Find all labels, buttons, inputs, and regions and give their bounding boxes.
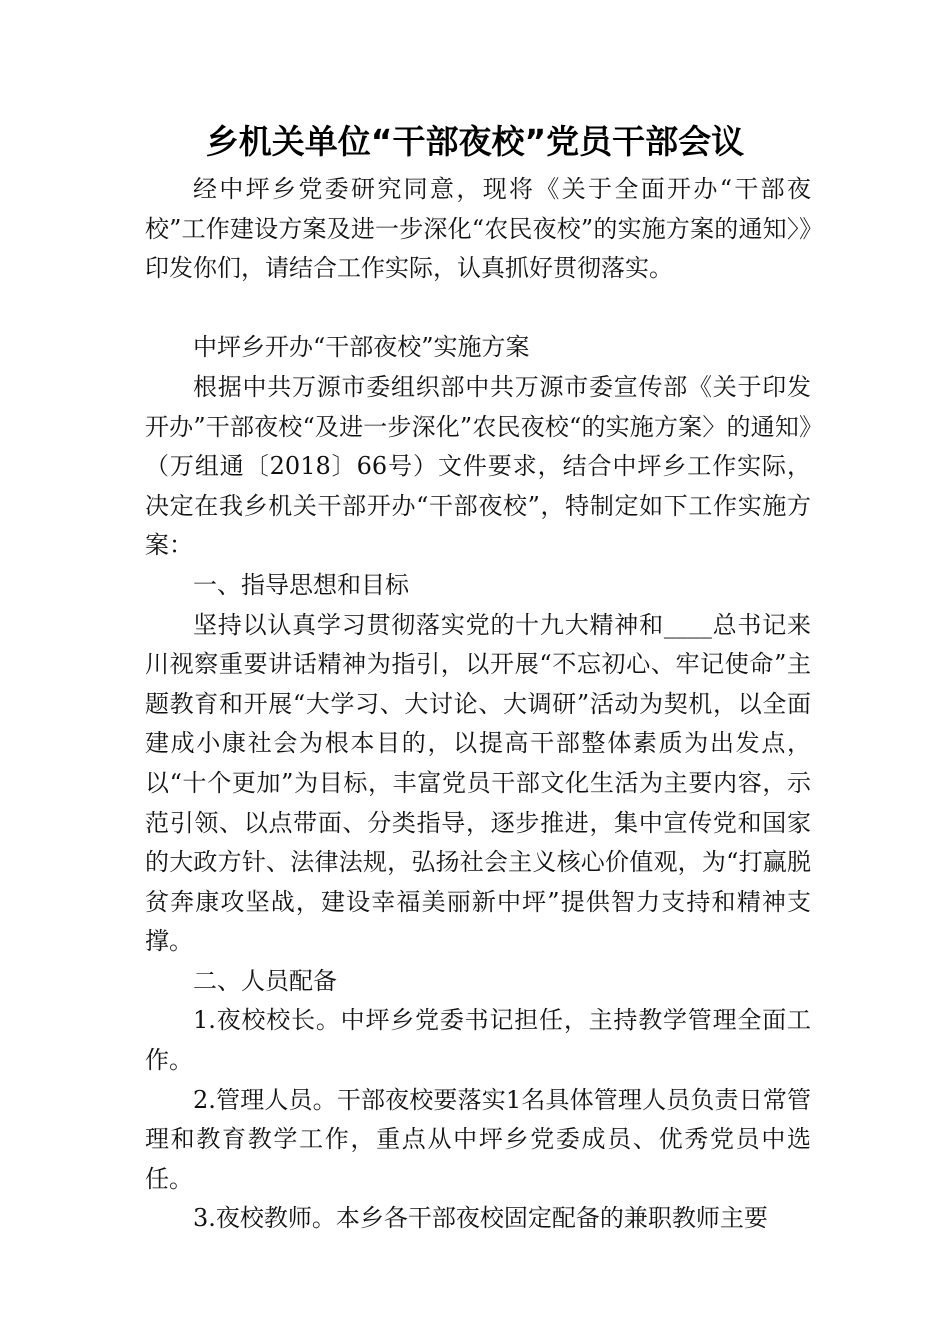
blank-line <box>145 289 811 329</box>
intro-paragraph: 经中坪乡党委研究同意，现将《关于全面开办“干部夜校”工作建设方案及进一步深化“农民夜校”的实施方案的通知〉》印发你们，请结合工作实际，认真抓好贯彻落实。 <box>145 175 811 283</box>
guiding-ideology-paragraph: 坚持以认真学习贯彻落实党的十九大精神和____总书记来川视察重要讲话精神为指引，以开展“不忘初心、牢记使命”主题教育和开展“大学习、大讨论、大调研”活动为契机，以全面建成小康社会为根本目的，以提高干部整体素质为出发点，以“十个更加”为目标，丰富党员干部文化生活为主要内容，示范引领、以点带面、分类指导，逐步推进，集中宣传党和国家的大政方针、法律法规，弘扬社会主义核心价值观，为“打赢脱贫奔康攻坚战，建设幸福美丽新中坪”提供智力支持和精神支撑。 <box>145 610 811 956</box>
document-body <box>145 170 811 1239</box>
section-heading-staffing: 二、人员配备 <box>193 966 337 995</box>
document-title: 乡机关单位“干部夜校”党员干部会议 <box>205 122 745 161</box>
plan-heading: 中坪乡开办“干部夜校”实施方案 <box>193 333 530 362</box>
section-heading-guiding-ideology: 一、指导思想和目标 <box>193 570 409 599</box>
staffing-item-managers: 2.管理人员。干部夜校要落实1名具体管理人员负责日常管理和教育教学工作，重点从中坪乡党委成员、优秀党员中选任。 <box>145 1085 811 1193</box>
staffing-item-teachers: 3.夜校教师。本乡各干部夜校固定配备的兼职教师主要 <box>193 1204 768 1233</box>
staffing-item-principal: 1.夜校校长。中坪乡党委书记担任，主持教学管理全面工作。 <box>145 1006 811 1075</box>
basis-paragraph: 根据中共万源市委组织部中共万源市委宣传部《关于印发开办”干部夜校“及进一步深化”农民夜校“的实施方案〉的通知》（万组通〔2018〕66号）文件要求，结合中坪乡工作实际，决定在我乡机关干部开办“干部夜校”，特制定如下工作实施方案： <box>145 372 811 560</box>
